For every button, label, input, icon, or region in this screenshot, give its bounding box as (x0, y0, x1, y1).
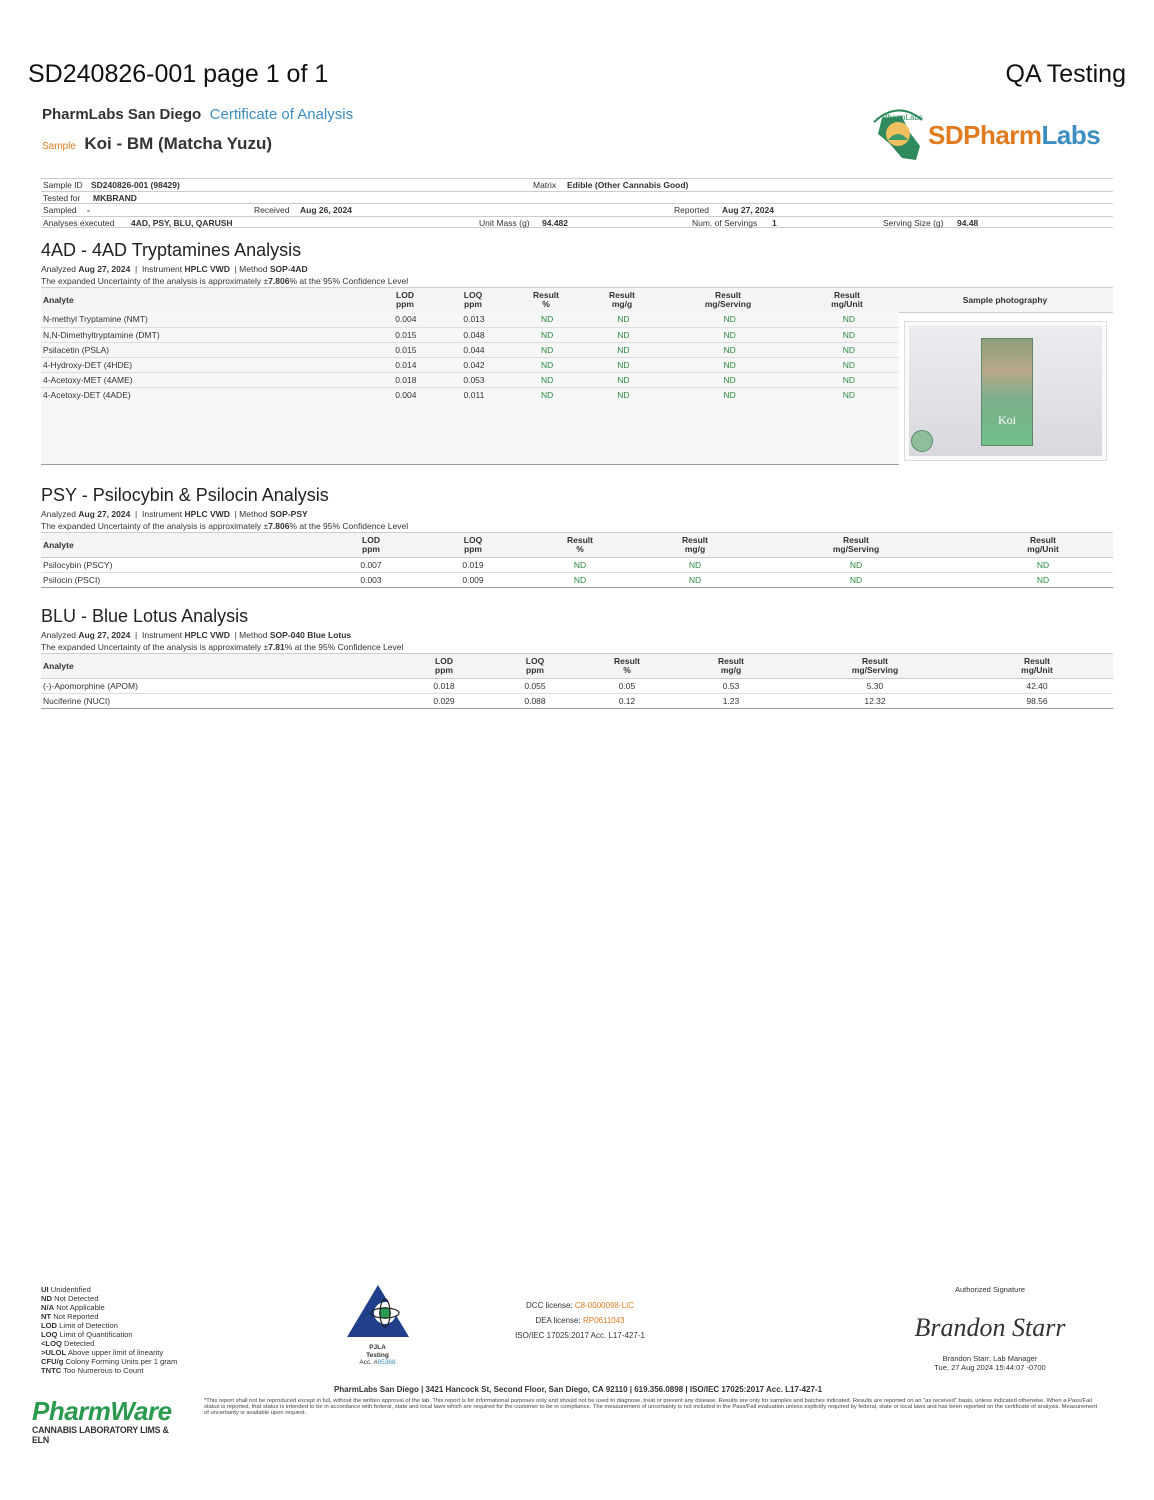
sample-id: SD240826-001 (98429) (91, 180, 180, 190)
section-4ad (41, 240, 1113, 427)
legend-item: N/A Not Applicable (41, 1303, 105, 1312)
svg-text:PharmLabs: PharmLabs (882, 113, 923, 122)
servings-label: Num. of Servings (692, 217, 758, 228)
header-lod: LOD ppm (396, 290, 414, 309)
lab-name: PharmLabs San Diego (42, 106, 202, 123)
section-title: PSY - Psilocybin & Psilocin Analysis (41, 485, 329, 505)
tested-for: MKBRAND (93, 192, 137, 203)
analyses-executed: 4AD, PSY, BLU, QARUSH (131, 217, 233, 228)
reported-date: Aug 27, 2024 (722, 205, 774, 216)
legend-item: ND Not Detected (41, 1294, 99, 1303)
analyses-label: Analyses executed (43, 217, 115, 228)
results-table-blu (41, 653, 1113, 709)
header-result-mg-unit: Result mg/Unit (831, 290, 863, 309)
table-row: Psilocin (PSCI) 0.003 0.009 ND ND ND ND (41, 573, 1113, 588)
document-type: QA Testing (1005, 60, 1126, 88)
pharmware-name: PharmWare (32, 1396, 172, 1426)
product-package-image (981, 338, 1033, 446)
section-meta: Analyzed Aug 27, 2024 | Instrument HPLC VWD | Method SOP-4AD The expanded Uncertainty of the analysis is approximately ±7.806% at the 95% Confidence Level (41, 264, 409, 286)
table-row: Psilacetin (PSLA) 0.015 0.044 ND ND ND ND (41, 342, 899, 357)
sample-info (41, 178, 1113, 228)
pharmware-tagline: CANNABIS LABORATORY LIMS & ELN (32, 1425, 169, 1445)
california-seal-icon (868, 106, 930, 168)
header-result-mg-g: Result mg/g (718, 656, 744, 675)
table-row: N,N-Dimethyltryptamine (DMT) 0.015 0.048 ND ND ND ND (41, 327, 899, 342)
table-row: (-)-Apomorphine (APOM) 0.018 0.055 0.05 0.53 5.30 42.40 (41, 679, 1113, 694)
lab-heading (42, 106, 353, 154)
received-label: Received (254, 205, 290, 216)
header-result-mg-g: Result mg/g (609, 290, 635, 309)
logo-wordmark: SDPharmLabs (928, 120, 1101, 150)
header-lod: LOD ppm (435, 656, 453, 675)
handwritten-signature (890, 1294, 1090, 1354)
header-sample-photography: Sample photography (962, 294, 1048, 305)
coa-title: Certificate of Analysis (209, 106, 354, 123)
header-analyte: Analyte (43, 660, 74, 671)
sampled-label: Sampled (43, 205, 77, 216)
legend-item: TNTC Too Numerous to Count (41, 1366, 144, 1375)
abbreviation-legend (41, 1285, 177, 1375)
results-table-psy (41, 532, 1113, 588)
pjla-acc-number: 85368 (377, 1359, 396, 1366)
received-date: Aug 26, 2024 (300, 205, 352, 216)
header-lod: LOD ppm (362, 535, 380, 554)
signer-name: Brandon Starr, Lab Manager (942, 1354, 1038, 1363)
sample-id-label: Sample ID (43, 180, 83, 190)
table-row: 4-Hydroxy-DET (4HDE) 0.014 0.042 ND ND ND ND (41, 357, 899, 372)
table-row: Nuciferine (NUCI) 0.029 0.088 0.12 1.23 12.32 98.56 (41, 694, 1113, 709)
header-result-mg-serving: Result mg/Serving (704, 290, 752, 309)
tested-for-label: Tested for (43, 192, 81, 203)
section-meta: Analyzed Aug 27, 2024 | Instrument HPLC VWD | Method SOP-040 Blue Lotus The expanded Uncertainty of the analysis is approximately ±7.81% at the 95% Confidence Level (41, 630, 404, 652)
header-result-mg-serving: Result mg/Serving (832, 535, 880, 554)
sampled: - (87, 205, 90, 216)
footer-disclaimer: *This report shall not be reproduced except in full, without the written approval of the lab. This report is for informational purposes only and should not be used to diagnose, treat or prevent any disease. Results are only for samples and batches indicated. Results are reported on an "as received" basis, unless indicated otherwise. When a Pass/Fail status is reported, that status is intended to be in accordance with federal, state and local laws which are required for the customer to be in compliance. The measurement of uncertainty is not included in the Pass/Fail evaluation unless explicitly required by federal, state or local laws and has been reported on the certificate of analysis. Measurement of uncertainty is available upon request. (204, 1398, 1098, 1417)
legend-item: >ULOL Above upper limit of linearity (41, 1348, 164, 1357)
signature-label: Authorized Signature (954, 1285, 1026, 1294)
dcc-license: C8-0000098-LIC (574, 1301, 635, 1310)
legend-item: <LOQ Detected (41, 1339, 95, 1348)
document-id: SD240826-001 page 1 of 1 (28, 60, 329, 88)
sample-photo (904, 321, 1107, 461)
table-row: Psilocybin (PSCY) 0.007 0.019 ND ND ND ND (41, 558, 1113, 573)
section-meta: Analyzed Aug 27, 2024 | Instrument HPLC VWD | Method SOP-PSY The expanded Uncertainty of the analysis is approximately ±7.806% at the 95% Confidence Level (41, 509, 409, 531)
pjla-accreditation (340, 1283, 415, 1366)
pharmware-logo (32, 1396, 182, 1445)
serving-size: 94.48 (957, 217, 979, 228)
dea-license: RP0611043 (582, 1316, 625, 1325)
signature-block (890, 1285, 1090, 1372)
legend-item: CFU/g Colony Forming Units per 1 gram (41, 1357, 178, 1366)
header-result-mg-unit: Result mg/Unit (1027, 535, 1059, 554)
legend-item: NT Not Reported (41, 1312, 99, 1321)
unit-mass: 94.482 (542, 217, 568, 228)
header-analyte: Analyte (43, 539, 74, 550)
signature-date: Tue, 27 Aug 2024 15:44:07 -0700 (934, 1363, 1046, 1372)
table-row: 4-Acetoxy-DET (4ADE) 0.004 0.011 ND ND ND ND (43, 389, 855, 400)
header-result-pct: Result % (567, 535, 593, 554)
header-result-pct: Result % (614, 656, 640, 675)
pjla-name: PJLA (369, 1344, 386, 1351)
reported-label: Reported (674, 205, 709, 216)
unit-mass-label: Unit Mass (g) (479, 217, 530, 228)
header-result-mg-g: Result mg/g (682, 535, 708, 554)
table-row: 4-Acetoxy-MET (4AME) 0.018 0.053 ND ND ND ND (41, 372, 899, 387)
legend-item: LOQ Limit of Quantification (41, 1330, 133, 1339)
pjla-acc-label: Acc. # (359, 1359, 378, 1366)
legend-item: LOD Limit of Detection (41, 1321, 118, 1330)
num-servings: 1 (772, 217, 777, 228)
footer-address: PharmLabs San Diego | 3421 Hancock St, Second Floor, San Diego, CA 92110 | 619.356.0898 | ISO/IEC 17025:2017 Acc. L17-427-1 (333, 1385, 823, 1394)
sdpharmlabs-logo (868, 106, 1113, 168)
package-brand: Koi (998, 413, 1016, 427)
matrix: Edible (Other Cannabis Good) (567, 180, 689, 190)
header-result-mg-unit: Result mg/Unit (1021, 656, 1053, 675)
section-blu (41, 606, 1113, 706)
section-title: BLU - Blue Lotus Analysis (41, 606, 249, 626)
sample-label: Sample (42, 141, 76, 152)
licenses (480, 1298, 680, 1343)
header-analyte: Analyte (43, 294, 74, 305)
sample-name: Koi - BM (Matcha Yuzu) (84, 134, 272, 153)
table-row: N-methyl Tryptamine (NMT) 0.004 0.013 ND ND ND ND (41, 312, 899, 327)
lab-stamp-icon (911, 430, 933, 452)
serving-size-label: Serving Size (g) (883, 217, 944, 228)
iso-accreditation: ISO/IEC 17025:2017 Acc. L17-427-1 (515, 1331, 645, 1340)
legend-item: UI Unidentified (41, 1285, 91, 1294)
dcc-label: DCC license: (525, 1301, 573, 1310)
header-loq: LOQ ppm (463, 290, 483, 309)
table-body-4ad (41, 312, 899, 465)
matrix-label: Matrix (533, 180, 557, 190)
header-result-mg-serving: Result mg/Serving (851, 656, 899, 675)
header-loq: LOQ ppm (463, 535, 483, 554)
dea-label: DEA license: (535, 1316, 581, 1325)
header-loq: LOQ ppm (525, 656, 545, 675)
header-result-pct: Result % (533, 290, 559, 309)
svg-text:Brandon Starr: Brandon Starr (914, 1313, 1066, 1342)
section-psy (41, 485, 1113, 585)
page-header (28, 60, 1126, 96)
results-table-4ad (41, 287, 1113, 313)
pjla-sub: Testing (366, 1351, 389, 1359)
pjla-logo-icon (345, 1283, 411, 1339)
section-title: 4AD - 4AD Tryptamines Analysis (41, 240, 302, 260)
